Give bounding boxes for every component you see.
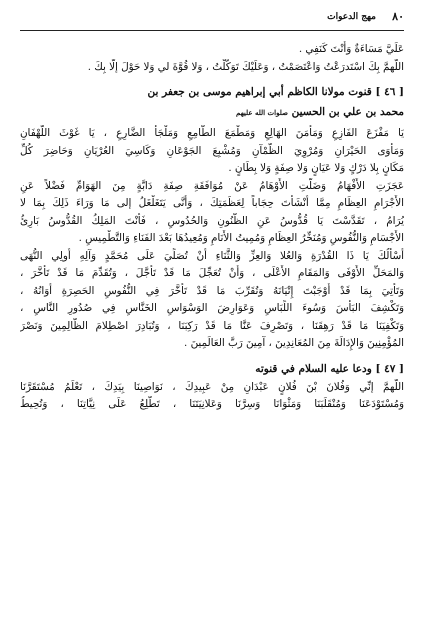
book-title: مهج الدعوات — [327, 12, 376, 22]
text-line: مَكَانٍ بِلا دَرْكٍ وَلا عَيَانٍ وَلا صِفَةٍ وَلا بِطَانٍ . — [228, 162, 404, 174]
honorific: صلوات الله عليهم — [236, 108, 288, 117]
document-page — [0, 8, 426, 640]
section-46-subtitle — [20, 102, 404, 123]
text-line: الأَجْسَامِ وَالنُّفُوسِ وَمُنَخِّرُ العِظَامِ وَمُمِيتُ الأَنَامِ وَمُعِيدُهَا بَعْدَ الفَنَاءِ وَالتَّطْمِيسِ . — [78, 232, 404, 244]
paragraph — [20, 125, 404, 178]
text-line: أَسْأَلُكَ يَا ذَا القُدْرَةِ وَالعُلا وَالعِزِّ وَالثَّنَاءِ أَنْ تُصَلِّيَ عَلَى مُحَمَّدٍ وَآلِهِ أُولِي النُّهَى — [20, 249, 404, 262]
text-line: وَتَأْتِيَ بِمَا قَدْ أَوْجَبْتَ إِتْيَانَهُ وَتُقَرِّبَ مَا قَدْ تَأَخَّرَ فِي النُّفُوسِ الحَصِرَةِ أَوَانُهُ ، — [20, 284, 404, 297]
paragraph — [20, 178, 404, 248]
page-header — [20, 8, 404, 31]
text-line: الأَجْرَامِ العِظَامِ مِمَّا أَنْشَأْتَ حِجَاباً لِعَظَمَتِكَ ، وَأَنَّى يَتَغَلْغَلُ إلى مَا وَرَاءَ ذَلِكَ بِمَا لا — [20, 197, 404, 209]
text-line: يَا مَفْزَعَ الفَازِعِ وَمَأْمَنَ الهَالِعِ وَمَطْمَعَ الطَّامِعِ وَمَلْجَأَ الضَّارِعِ ، يَا غَوْثَ اللَّهْفَانِ — [20, 127, 404, 139]
prayer-46 — [20, 125, 404, 353]
text-line: وَتَكْفِيَنَا مَا قَدْ رَهِقَنَا ، وَتَصْرِفَ عَنَّا مَا قَدْ رَكِبَنَا ، وَتُبَادِرَ اصْطِلامَ الظَّالِمِينَ وَنَصْرَ — [20, 319, 404, 332]
paragraph — [20, 248, 404, 353]
section-46-title: [ ٤٦ ] قنوت مولانا الكاظم أبي إبراهيم موسى بن جعفر بن — [147, 86, 404, 98]
text-line: وَتَكْشِفَ البَأْسَ وَسُوءَ اللِّبَاسِ وَعَوَارِضَ الوَسْوَاسِ الخَنَّاسِ فِي صُدُورِ النَّاسِ ، — [20, 302, 404, 314]
text-line: المُؤْمِنِينَ وَالإِدَالَةَ مِنَ المُعَانِدِينَ ، آمِينَ رَبَّ العَالَمِينَ . — [184, 337, 404, 349]
text-line: وَمَأْوَى الحَيْرَانِ وَمُرْوِيَ الظَّمْآنِ وَمُشْبِعَ الجَوْعَانِ وَكَاسِيَ العُرْيَانِ وَحَاضِرَ كُلِّ — [20, 144, 404, 157]
text-line: وَمُسْتَوْدَعَنَا وَمُنْقَلَبَنَا وَمَثْوَانَا وَسِرَّنَا وَعَلانِيَتَنَا ، تَطَّلِعُ عَلَى نِيَّاتِنَا ، وَتُحِيطُ — [20, 398, 404, 410]
text-line: اللّهمَّ بِكَ اسْتَدرَعْتُ وَاعْتَصَمْتُ ، وَعَلَيْكَ تَوَكَّلْتُ ، وَلا قُوَّةَ لي وَلا حَوْلَ إلّا بِكَ . — [87, 60, 404, 73]
section-47-title: [ ٤٧ ] ودعا عليه السلام في قنوته — [255, 362, 404, 375]
text-line: وَالمَحَلِّ الأَوْفَى وَالمَقَامِ الأَعْلَى ، وَأَنْ تُعَجِّلَ مَا قَدْ تَأَجَّلَ ، وَتُقَدِّمَ مَا قَدْ تَأَخَّرَ ، — [20, 267, 404, 279]
page-number: ٨٠ — [392, 10, 404, 23]
paragraph — [20, 379, 404, 414]
text-line: يُرَامُ ، تَقَدَّسْتَ يَا قُدُّوسُ عَنِ الظُّنُونِ وَالحُدُوسِ ، فَأَنْتَ المَلِكُ القُدُّوسُ بَارِئُ — [20, 214, 404, 227]
section-46-subtitle-text: محمد بن علي بن الحسين — [291, 106, 404, 118]
prayer-47 — [20, 379, 404, 414]
intro-block — [20, 41, 404, 76]
text-line: عَجَزَتِ الأَفْهَامُ وَضَلَّتِ الأَوْهَامُ عَنْ مُوَافَقَةِ صِفَةِ دَابَّةٍ مِنَ الهَوَامِّ فَضْلاً عَنِ — [20, 179, 404, 192]
text-line: عَلَيَّ مَسَاءَةٌ وَأَنْتَ كَنَفِي . — [298, 43, 404, 55]
text-line: اللّهمَّ إنِّي وَفُلانَ بْنَ فُلانٍ عَبْدَانِ مِنْ عَبِيدِكَ ، نَوَاصِينَا بِيَدِكَ ، تَعْلَمُ مُسْتَقَرَّنَا — [20, 380, 404, 393]
